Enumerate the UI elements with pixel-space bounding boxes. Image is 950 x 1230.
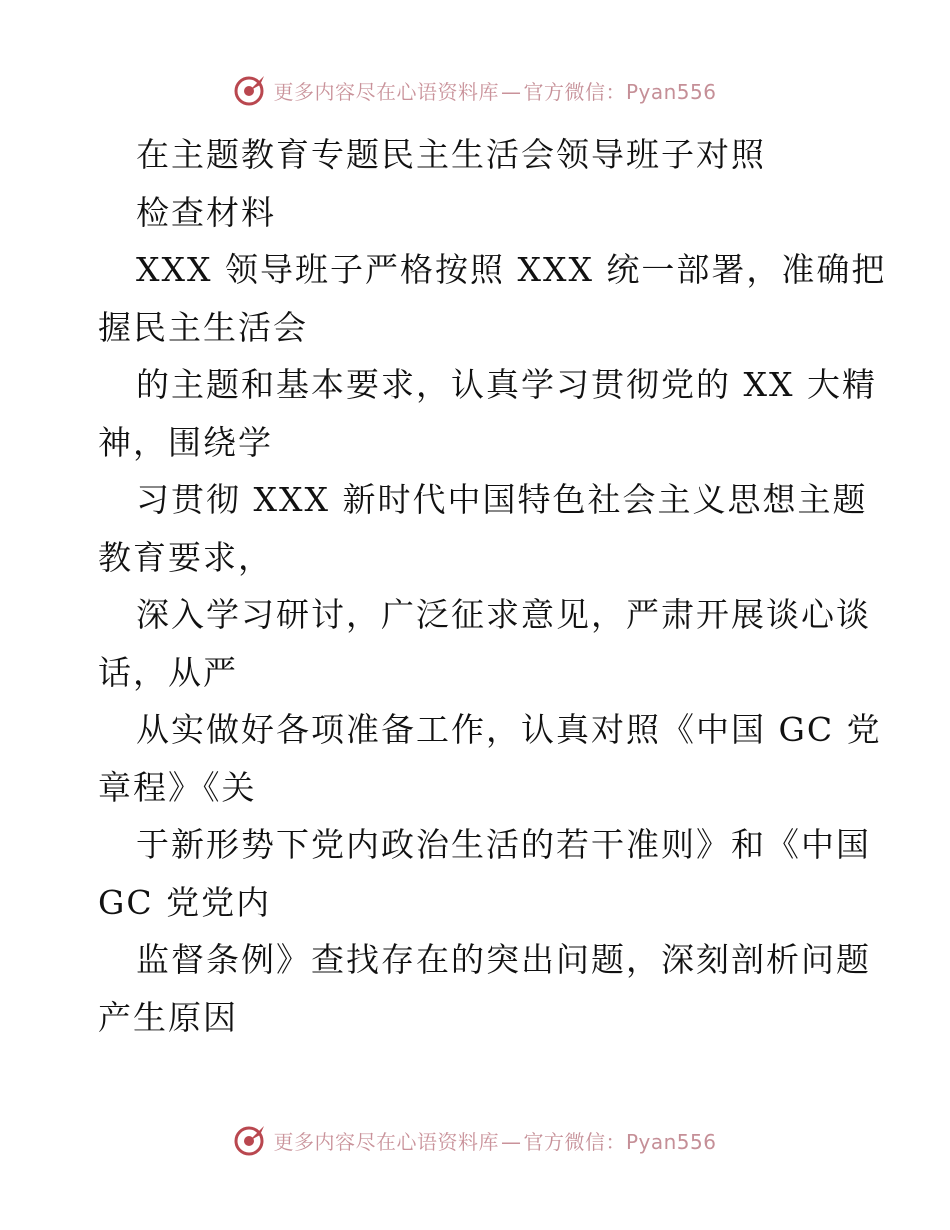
watermark-main: 更多内容尽在心语资料库 bbox=[273, 1129, 499, 1154]
watermark-text bbox=[273, 76, 716, 105]
watermark-text bbox=[273, 1126, 716, 1155]
paragraph-line: 的主题和基本要求，认真学习贯彻党的 XX 大精 bbox=[136, 365, 877, 404]
paragraph-line: 习贯彻 XXX 新时代中国特色社会主义思想主题 bbox=[136, 480, 868, 519]
paragraph-line: 产生原因 bbox=[98, 997, 238, 1037]
watermark-wechat: 官方微信：Pyan556 bbox=[523, 79, 717, 104]
paragraph-line: 话，从严 bbox=[98, 652, 238, 692]
watermark-dash: — bbox=[500, 1129, 522, 1154]
paragraph-line: 神，围绕学 bbox=[98, 422, 273, 462]
paragraph-line: XXX 领导班子严格按照 XXX 统一部署，准确把 bbox=[136, 250, 887, 289]
paragraph-line: 握民主生活会 bbox=[98, 307, 308, 347]
paragraph-line: 教育要求， bbox=[98, 537, 273, 577]
paragraph-line: 从实做好各项准备工作，认真对照《中国 GC 党 bbox=[136, 710, 882, 749]
document-body bbox=[98, 126, 887, 1046]
document-title-line-2: 检查材料 bbox=[136, 192, 276, 232]
watermark-dash: — bbox=[500, 79, 522, 104]
paragraph-line: 监督条例》查找存在的突出问题，深刻剖析问题 bbox=[136, 940, 871, 979]
document-title-line-1: 在主题教育专题民主生活会领导班子对照 bbox=[136, 135, 766, 174]
paragraph-line: GC 党党内 bbox=[98, 882, 272, 922]
quill-logo-icon bbox=[233, 73, 267, 107]
footer-watermark bbox=[0, 1120, 950, 1160]
header-watermark bbox=[0, 70, 950, 110]
quill-logo-icon bbox=[233, 1123, 267, 1157]
paragraph-line: 于新形势下党内政治生活的若干准则》和《中国 bbox=[136, 825, 871, 864]
watermark-main: 更多内容尽在心语资料库 bbox=[273, 79, 499, 104]
paragraph-line: 深入学习研讨，广泛征求意见，严肃开展谈心谈 bbox=[136, 595, 871, 634]
watermark-wechat: 官方微信：Pyan556 bbox=[523, 1129, 717, 1154]
paragraph-line: 章程》《关 bbox=[98, 767, 257, 807]
